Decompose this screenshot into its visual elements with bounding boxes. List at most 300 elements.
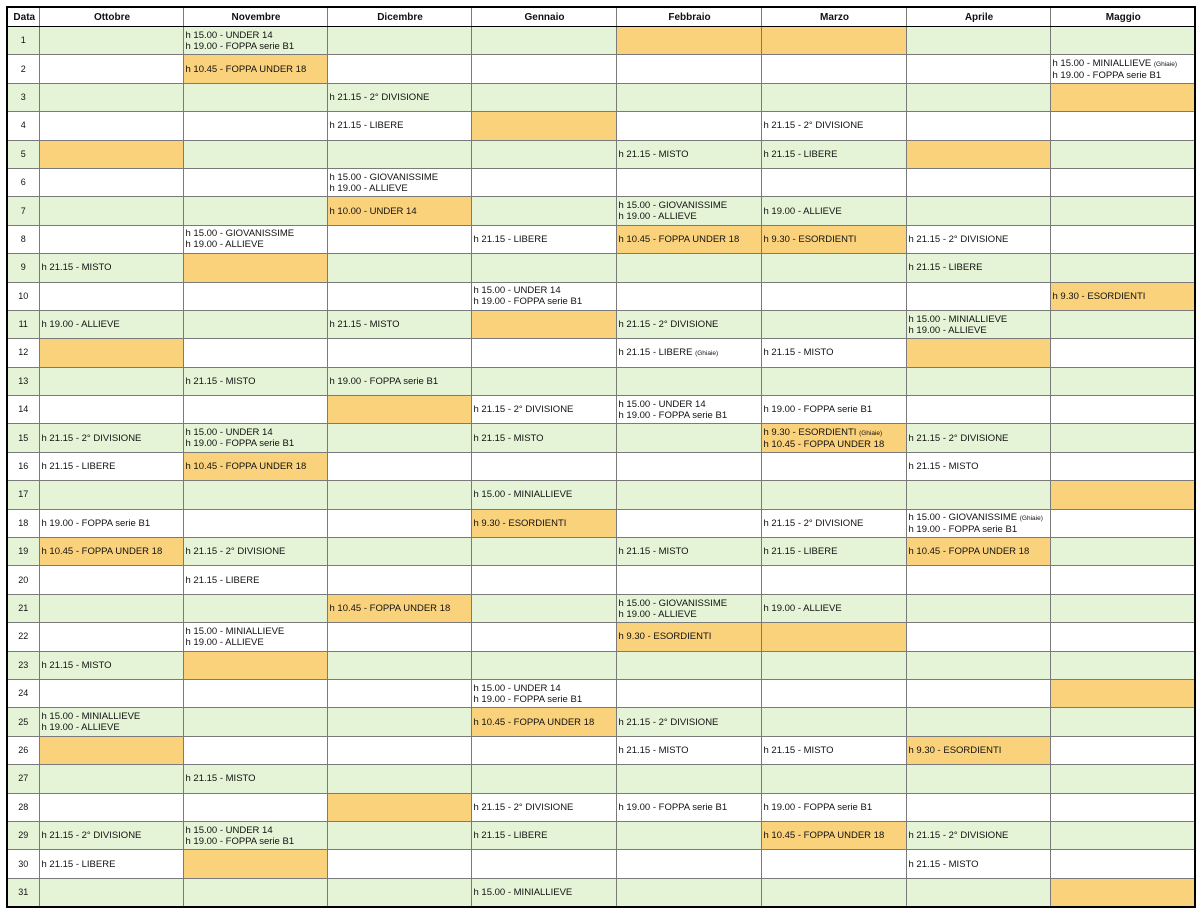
event-line <box>619 609 761 620</box>
schedule-cell <box>39 168 183 196</box>
schedule-cell <box>39 310 183 338</box>
schedule-cell <box>616 197 761 225</box>
schedule-cell <box>183 367 327 395</box>
schedule-cell <box>327 197 471 225</box>
event-line <box>42 711 183 722</box>
schedule-cell <box>1050 396 1195 424</box>
schedule-cell <box>327 481 471 509</box>
table-row <box>7 27 1195 55</box>
day-number: 8 <box>7 225 39 253</box>
event-line <box>764 347 906 358</box>
event-line <box>474 717 616 728</box>
day-number: 24 <box>7 679 39 707</box>
venue-note: (Ghiaie) <box>1153 60 1178 68</box>
schedule-cell <box>471 793 616 821</box>
event-text: h 21.15 - MISTO <box>185 375 256 387</box>
schedule-cell <box>39 651 183 679</box>
schedule-cell <box>327 367 471 395</box>
event-line <box>186 461 327 472</box>
event-line <box>186 626 327 637</box>
date-column-header: Data <box>7 7 39 27</box>
month-header: Marzo <box>761 7 906 27</box>
table-row <box>7 339 1195 367</box>
schedule-cell <box>906 367 1050 395</box>
schedule-cell <box>906 254 1050 282</box>
day-number: 27 <box>7 765 39 793</box>
event-line <box>909 325 1050 336</box>
schedule-cell <box>761 55 906 83</box>
schedule-cell <box>906 878 1050 906</box>
schedule-cell <box>1050 736 1195 764</box>
schedule-cell <box>616 821 761 849</box>
event-text: h 21.15 - MISTO <box>908 858 979 870</box>
schedule-cell <box>39 765 183 793</box>
table-row <box>7 594 1195 622</box>
event-text: h 10.45 - FOPPA UNDER 18 <box>763 830 885 842</box>
event-text: h 15.00 - UNDER 14 <box>473 285 561 297</box>
table-row <box>7 282 1195 310</box>
schedule-cell <box>39 821 183 849</box>
event-line <box>474 518 616 529</box>
schedule-cell <box>761 452 906 480</box>
schedule-cell <box>39 850 183 878</box>
schedule-cell <box>39 452 183 480</box>
schedule-cell <box>327 83 471 111</box>
event-line <box>909 830 1050 841</box>
event-text: h 15.00 - MINIALLIEVE <box>41 711 141 723</box>
event-line <box>909 524 1050 535</box>
schedule-cell <box>471 594 616 622</box>
day-number: 2 <box>7 55 39 83</box>
schedule-cell <box>327 310 471 338</box>
event-text: h 9.30 - ESORDIENTI <box>618 631 712 643</box>
day-number: 25 <box>7 708 39 736</box>
schedule-cell <box>1050 538 1195 566</box>
schedule-cell <box>327 708 471 736</box>
schedule-cell <box>616 509 761 537</box>
schedule-cell <box>183 481 327 509</box>
day-number: 18 <box>7 509 39 537</box>
event-text: h 21.15 - LIBERE <box>618 346 693 358</box>
schedule-cell <box>471 197 616 225</box>
schedule-cell <box>327 651 471 679</box>
event-text: h 21.15 - MISTO <box>41 659 112 671</box>
schedule-cell <box>183 424 327 452</box>
event-text: h 21.15 - 2° DIVISIONE <box>41 830 142 842</box>
table-body <box>7 27 1195 907</box>
schedule-cell <box>761 140 906 168</box>
event-line <box>909 512 1050 524</box>
schedule-cell <box>906 850 1050 878</box>
schedule-cell <box>761 396 906 424</box>
schedule-cell <box>1050 55 1195 83</box>
schedule-cell <box>327 112 471 140</box>
schedule-cell <box>761 481 906 509</box>
schedule-cell <box>39 566 183 594</box>
event-text: h 19.00 - ALLIEVE <box>41 319 120 331</box>
event-line <box>42 830 183 841</box>
schedule-cell <box>327 594 471 622</box>
event-line <box>764 234 906 245</box>
schedule-cell <box>761 821 906 849</box>
event-text: h 19.00 - FOPPA serie B1 <box>763 801 873 813</box>
venue-note: (Ghiaie) <box>859 429 883 437</box>
schedule-cell <box>761 197 906 225</box>
schedule-cell <box>1050 821 1195 849</box>
month-header: Febbraio <box>616 7 761 27</box>
schedule-cell <box>327 850 471 878</box>
schedule-cell <box>1050 594 1195 622</box>
event-line <box>330 172 471 183</box>
schedule-cell <box>39 594 183 622</box>
table-row <box>7 878 1195 906</box>
event-line <box>619 149 761 160</box>
schedule-cell <box>906 112 1050 140</box>
schedule-cell <box>906 708 1050 736</box>
schedule-cell <box>183 594 327 622</box>
event-line <box>474 694 616 705</box>
schedule-cell <box>471 708 616 736</box>
schedule-cell <box>327 736 471 764</box>
schedule-cell <box>616 396 761 424</box>
schedule-cell <box>39 140 183 168</box>
event-line <box>42 433 183 444</box>
schedule-cell <box>183 878 327 906</box>
schedule-cell <box>327 424 471 452</box>
schedule-cell <box>471 679 616 707</box>
schedule-cell <box>761 708 906 736</box>
event-line <box>619 598 761 609</box>
schedule-cell <box>906 27 1050 55</box>
event-line <box>764 603 906 614</box>
event-text: h 10.45 - FOPPA UNDER 18 <box>185 461 307 473</box>
schedule-cell <box>1050 850 1195 878</box>
event-line <box>764 439 906 450</box>
event-text: h 15.00 - UNDER 14 <box>185 427 273 439</box>
schedule-cell <box>906 83 1050 111</box>
schedule-cell <box>761 424 906 452</box>
event-line <box>909 461 1050 472</box>
schedule-cell <box>1050 793 1195 821</box>
schedule-cell <box>906 765 1050 793</box>
event-line <box>186 637 327 648</box>
event-line <box>909 314 1050 325</box>
day-number: 13 <box>7 367 39 395</box>
event-text: h 21.15 - MISTO <box>185 773 256 785</box>
event-line <box>909 234 1050 245</box>
schedule-cell <box>39 197 183 225</box>
schedule-cell <box>471 623 616 651</box>
table-row <box>7 538 1195 566</box>
event-line <box>186 438 327 449</box>
event-text: h 21.15 - MISTO <box>473 432 544 444</box>
schedule-cell <box>183 310 327 338</box>
schedule-cell <box>471 55 616 83</box>
event-line <box>330 603 471 614</box>
schedule-cell <box>39 623 183 651</box>
event-line <box>619 631 761 642</box>
schedule-cell <box>327 140 471 168</box>
day-number: 1 <box>7 27 39 55</box>
event-text: h 19.00 - ALLIEVE <box>329 182 408 194</box>
schedule-cell <box>327 282 471 310</box>
event-text: h 21.15 - 2° DIVISIONE <box>763 120 864 132</box>
schedule-cell <box>327 396 471 424</box>
table-row <box>7 736 1195 764</box>
schedule-cell <box>906 452 1050 480</box>
event-line <box>186 30 327 41</box>
event-line <box>474 234 616 245</box>
schedule-cell <box>471 509 616 537</box>
schedule-cell <box>39 396 183 424</box>
event-line <box>619 211 761 222</box>
month-header: Ottobre <box>39 7 183 27</box>
event-text: h 10.45 - FOPPA UNDER 18 <box>41 546 163 558</box>
schedule-cell <box>183 679 327 707</box>
event-text: h 21.15 - MISTO <box>618 148 689 160</box>
schedule-cell <box>183 27 327 55</box>
event-text: h 21.15 - LIBERE <box>763 148 838 160</box>
event-text: h 19.00 - FOPPA serie B1 <box>1052 69 1162 81</box>
event-line <box>42 859 183 870</box>
event-line <box>330 319 471 330</box>
day-number: 17 <box>7 481 39 509</box>
schedule-cell <box>906 339 1050 367</box>
event-text: h 21.15 - LIBERE <box>763 546 838 558</box>
event-text: h 21.15 - 2° DIVISIONE <box>185 546 286 558</box>
schedule-cell <box>616 225 761 253</box>
schedule-cell <box>616 708 761 736</box>
schedule-cell <box>761 310 906 338</box>
day-number: 16 <box>7 452 39 480</box>
schedule-cell <box>616 424 761 452</box>
schedule-cell <box>906 282 1050 310</box>
event-text: h 21.15 - 2° DIVISIONE <box>473 404 574 416</box>
schedule-cell <box>616 481 761 509</box>
event-line <box>330 92 471 103</box>
event-line <box>330 183 471 194</box>
schedule-cell <box>471 736 616 764</box>
day-number: 12 <box>7 339 39 367</box>
event-line <box>764 149 906 160</box>
day-number: 26 <box>7 736 39 764</box>
event-text: h 15.00 - MINIALLIEVE <box>908 313 1008 325</box>
schedule-cell <box>327 878 471 906</box>
table-row <box>7 481 1195 509</box>
schedule-cell <box>616 83 761 111</box>
event-line <box>909 745 1050 756</box>
schedule-cell <box>471 27 616 55</box>
table-row <box>7 623 1195 651</box>
schedule-cell <box>471 452 616 480</box>
schedule-cell <box>327 679 471 707</box>
event-text: h 21.15 - 2° DIVISIONE <box>763 517 864 529</box>
event-text: h 19.00 - FOPPA serie B1 <box>185 40 295 52</box>
schedule-cell <box>616 651 761 679</box>
schedule-cell <box>39 736 183 764</box>
schedule-cell <box>616 878 761 906</box>
event-line <box>42 461 183 472</box>
day-number: 20 <box>7 566 39 594</box>
event-text: h 19.00 - FOPPA serie B1 <box>329 375 439 387</box>
event-text: h 15.00 - UNDER 14 <box>473 682 561 694</box>
event-line <box>186 575 327 586</box>
event-line <box>42 546 183 557</box>
day-number: 15 <box>7 424 39 452</box>
venue-note: (Ghiaie) <box>1019 514 1043 522</box>
schedule-cell <box>616 282 761 310</box>
event-line <box>619 319 761 330</box>
event-text: h 15.00 - UNDER 14 <box>618 398 706 410</box>
event-text: h 21.15 - MISTO <box>763 347 834 359</box>
schedule-cell <box>906 793 1050 821</box>
schedule-cell <box>471 254 616 282</box>
event-text: h 21.15 - 2° DIVISIONE <box>618 716 719 728</box>
event-line <box>619 802 761 813</box>
event-text: h 19.00 - ALLIEVE <box>185 636 264 648</box>
event-text: h 15.00 - GIOVANISSIME <box>618 597 728 609</box>
event-line <box>186 773 327 784</box>
schedule-cell <box>471 225 616 253</box>
day-number: 9 <box>7 254 39 282</box>
table-row <box>7 509 1195 537</box>
schedule-cell <box>616 310 761 338</box>
event-text: h 15.00 - UNDER 14 <box>185 824 273 836</box>
schedule-cell <box>1050 367 1195 395</box>
event-line <box>42 262 183 273</box>
event-text: h 15.00 - GIOVANISSIME <box>185 228 295 240</box>
day-number: 31 <box>7 878 39 906</box>
schedule-cell <box>906 481 1050 509</box>
schedule-cell <box>616 793 761 821</box>
schedule-cell <box>39 878 183 906</box>
schedule-cell <box>1050 679 1195 707</box>
schedule-cell <box>906 197 1050 225</box>
event-text: h 10.45 - FOPPA UNDER 18 <box>763 438 885 450</box>
schedule-cell <box>183 538 327 566</box>
schedule-cell <box>39 254 183 282</box>
schedule-cell <box>183 566 327 594</box>
event-line <box>619 717 761 728</box>
event-text: h 19.00 - FOPPA serie B1 <box>618 801 728 813</box>
schedule-cell <box>761 225 906 253</box>
day-number: 30 <box>7 850 39 878</box>
schedule-cell <box>1050 708 1195 736</box>
table-row <box>7 254 1195 282</box>
event-text: h 21.15 - MISTO <box>908 461 979 473</box>
schedule-cell <box>906 168 1050 196</box>
event-line <box>764 404 906 415</box>
schedule-cell <box>471 310 616 338</box>
schedule-cell <box>39 282 183 310</box>
event-text: h 9.30 - ESORDIENTI <box>763 233 857 245</box>
schedule-cell <box>906 679 1050 707</box>
event-line <box>619 546 761 557</box>
table-row <box>7 424 1195 452</box>
event-text: h 10.45 - FOPPA UNDER 18 <box>908 546 1030 558</box>
schedule-cell <box>183 112 327 140</box>
schedule-cell <box>616 367 761 395</box>
table-row <box>7 112 1195 140</box>
event-text: h 21.15 - LIBERE <box>41 461 116 473</box>
schedule-cell <box>761 736 906 764</box>
schedule-cell <box>471 566 616 594</box>
event-line <box>474 433 616 444</box>
schedule-cell <box>906 566 1050 594</box>
month-header: Maggio <box>1050 7 1195 27</box>
schedule-cell <box>183 452 327 480</box>
event-text: h 19.00 - FOPPA serie B1 <box>473 693 583 705</box>
schedule-cell <box>327 538 471 566</box>
schedule-cell <box>471 821 616 849</box>
schedule-cell <box>471 424 616 452</box>
schedule-cell <box>471 282 616 310</box>
schedule-cell <box>1050 566 1195 594</box>
schedule-cell <box>183 339 327 367</box>
day-number: 7 <box>7 197 39 225</box>
event-text: h 10.45 - FOPPA UNDER 18 <box>185 63 307 75</box>
event-text: h 19.00 - ALLIEVE <box>185 239 264 251</box>
schedule-cell <box>761 793 906 821</box>
schedule-cell <box>1050 651 1195 679</box>
schedule-cell <box>39 55 183 83</box>
schedule-cell <box>39 424 183 452</box>
schedule-cell <box>616 254 761 282</box>
event-text: h 21.15 - MISTO <box>618 546 689 558</box>
month-header: Gennaio <box>471 7 616 27</box>
schedule-cell <box>327 27 471 55</box>
event-text: h 9.30 - ESORDIENTI <box>763 426 857 438</box>
event-text: h 19.00 - ALLIEVE <box>618 608 697 620</box>
schedule-cell <box>1050 112 1195 140</box>
schedule-cell <box>39 708 183 736</box>
schedule-cell <box>761 339 906 367</box>
schedule-cell <box>616 594 761 622</box>
schedule-cell <box>183 736 327 764</box>
event-text: h 15.00 - MINIALLIEVE <box>185 625 285 637</box>
schedule-cell <box>183 197 327 225</box>
schedule-cell <box>616 55 761 83</box>
event-line <box>474 404 616 415</box>
event-text: h 19.00 - ALLIEVE <box>763 603 842 614</box>
event-text: h 21.15 - MISTO <box>41 262 112 274</box>
schedule-cell <box>327 566 471 594</box>
event-text: h 10.45 - FOPPA UNDER 18 <box>473 716 595 728</box>
schedule-cell <box>1050 481 1195 509</box>
schedule-cell <box>327 623 471 651</box>
schedule-cell <box>761 623 906 651</box>
event-line <box>42 722 183 733</box>
event-text: h 19.00 - FOPPA serie B1 <box>41 517 151 529</box>
schedule-cell <box>183 509 327 537</box>
schedule-cell <box>761 27 906 55</box>
table-row <box>7 83 1195 111</box>
event-text: h 21.15 - MISTO <box>618 744 689 756</box>
schedule-cell <box>761 566 906 594</box>
schedule-cell <box>1050 878 1195 906</box>
table-row <box>7 566 1195 594</box>
table-row <box>7 197 1195 225</box>
event-line <box>474 285 616 296</box>
schedule-cell <box>327 765 471 793</box>
schedule-cell <box>761 112 906 140</box>
schedule-cell <box>471 481 616 509</box>
schedule-cell <box>761 538 906 566</box>
table-row <box>7 367 1195 395</box>
schedule-cell <box>906 651 1050 679</box>
day-number: 10 <box>7 282 39 310</box>
schedule-cell <box>616 27 761 55</box>
